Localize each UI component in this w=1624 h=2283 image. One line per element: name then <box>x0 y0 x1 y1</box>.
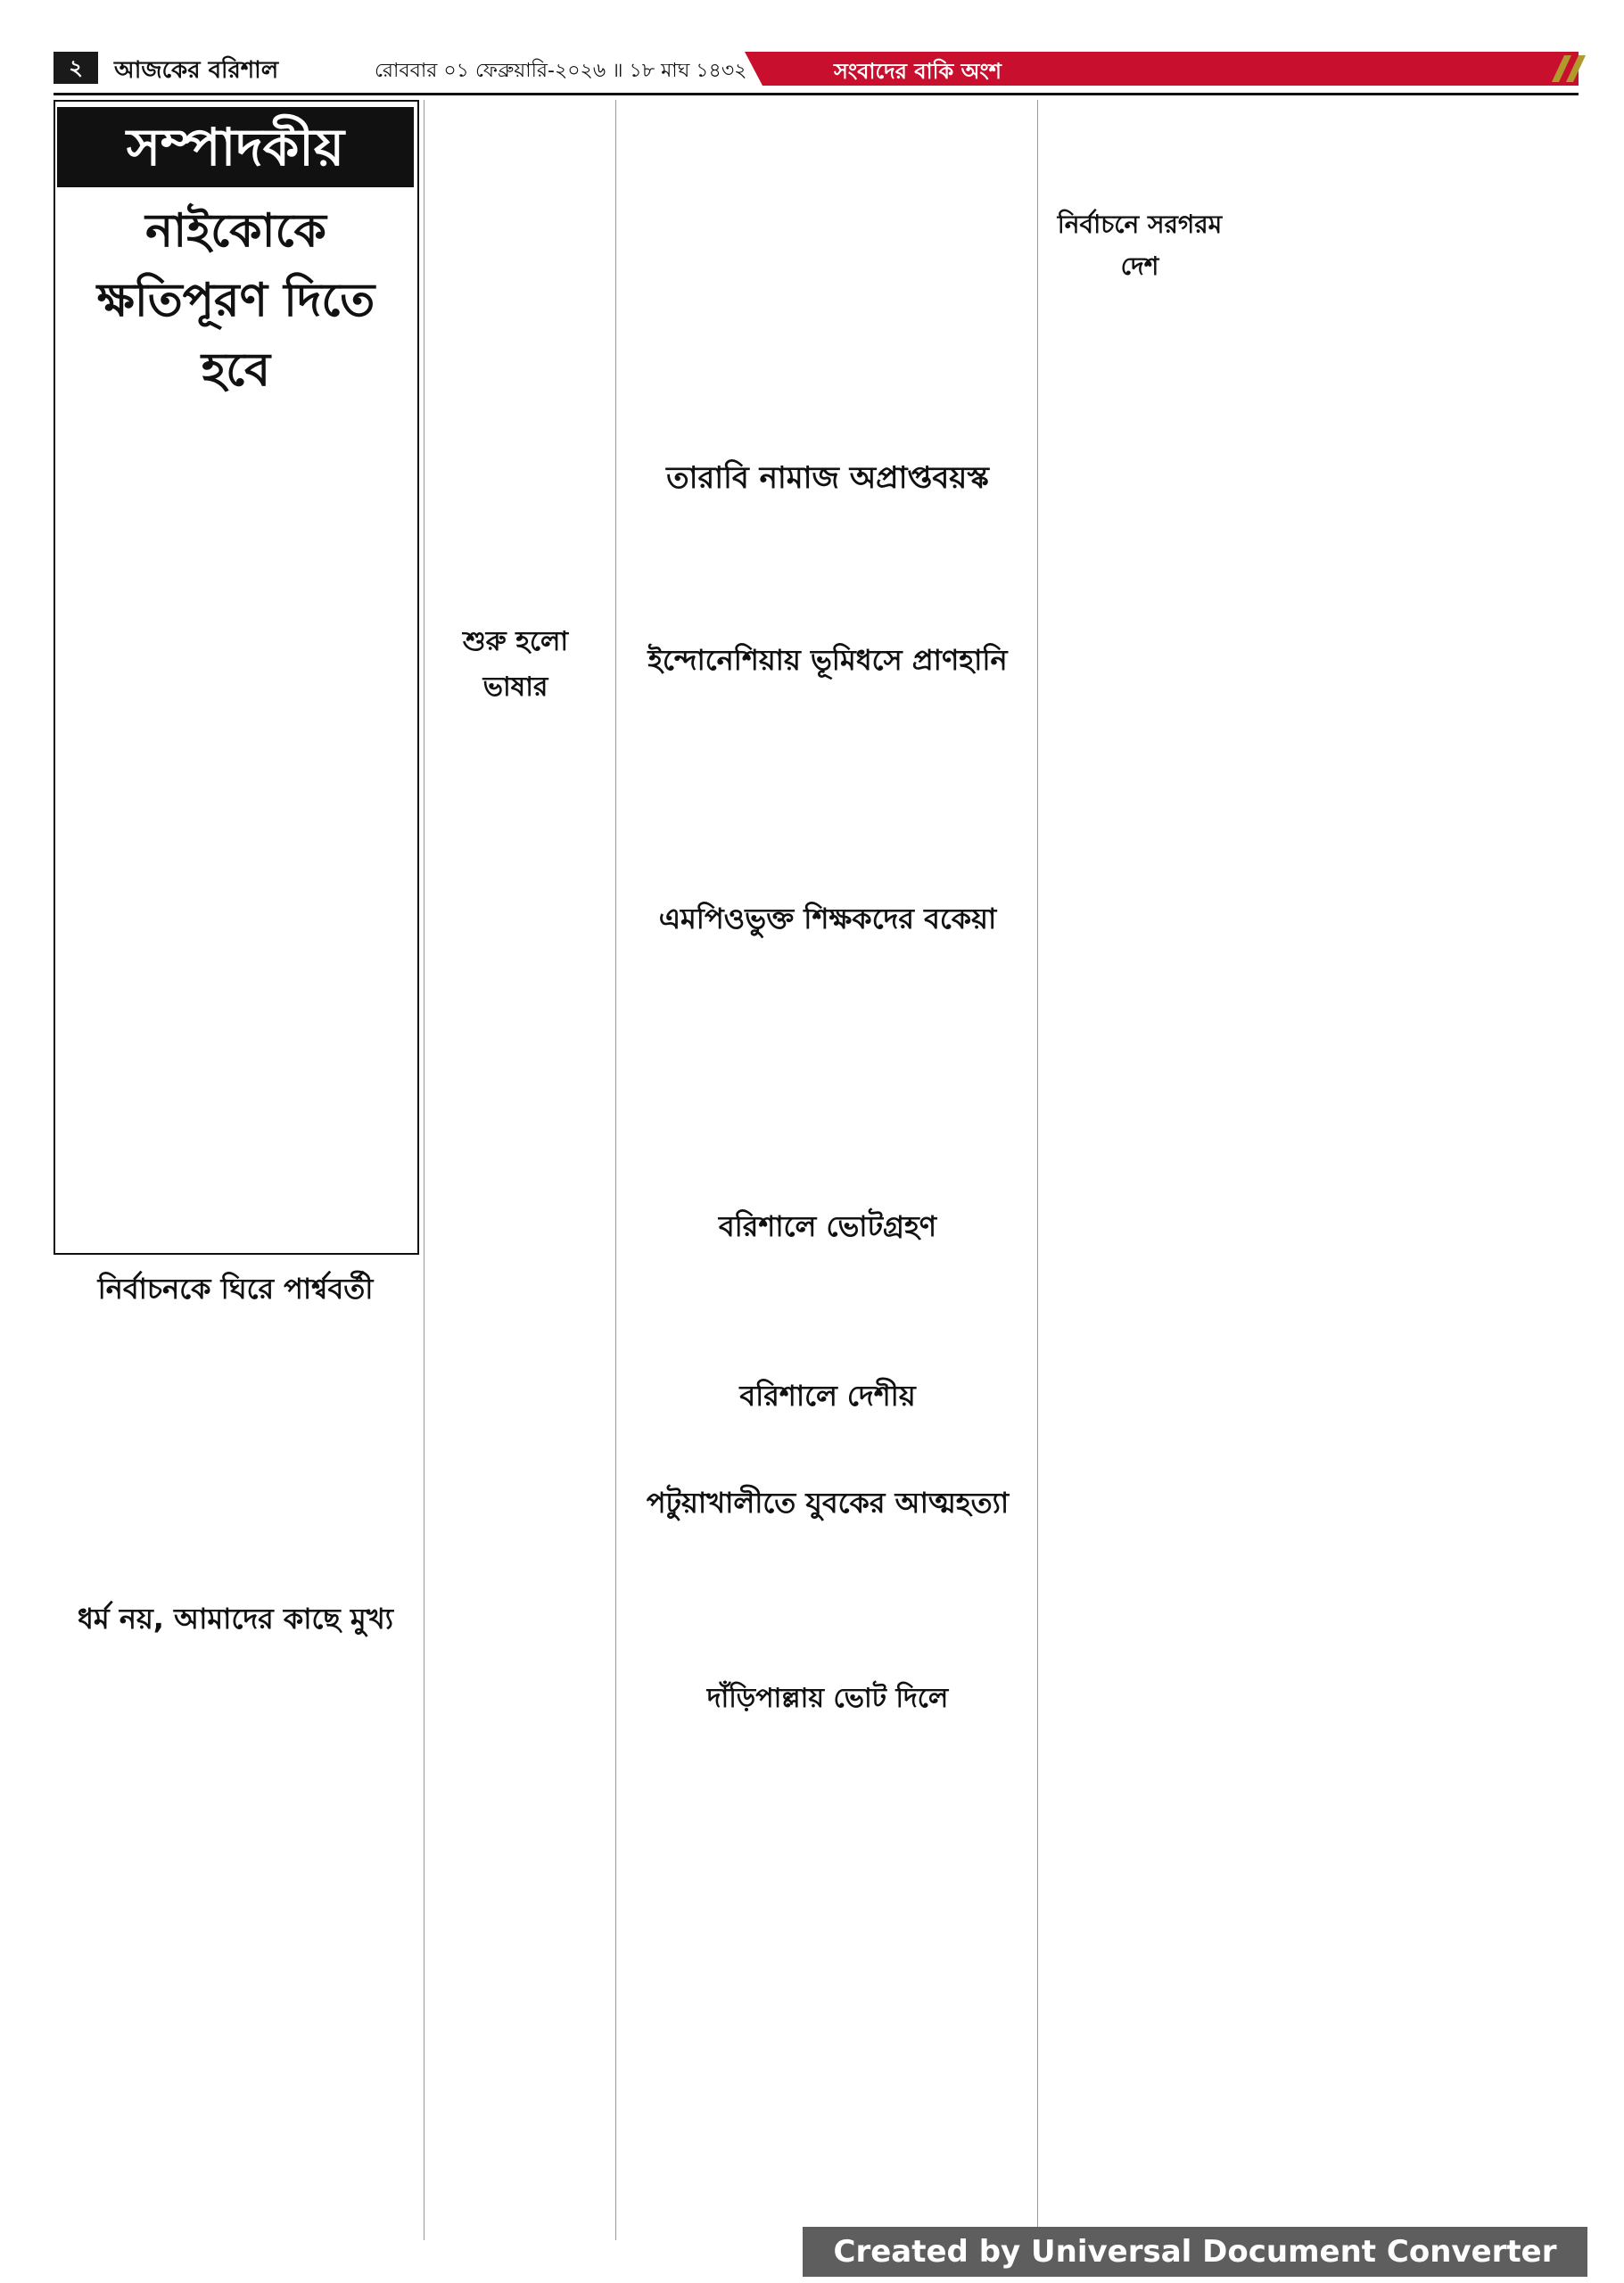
article-heading: দাঁড়িপাল্লায় ভোট দিলে <box>706 1683 949 1714</box>
article-heading: ধর্ম নয়, আমাদের কাছে মুখ্য <box>78 1602 393 1636</box>
header-rule <box>54 93 1579 95</box>
decoration-icon <box>1552 55 1587 82</box>
article-heading: নির্বাচনকে ঘিরে পার্শ্ববর্তী <box>97 1272 374 1306</box>
column-divider <box>424 100 425 2240</box>
article-heading: তারাবি নামাজ অপ্রাপ্তবয়স্ক <box>666 460 989 496</box>
editorial-label: সম্পাদকীয় <box>57 107 414 187</box>
page-header <box>0 0 1624 85</box>
band-triangle <box>745 52 763 86</box>
page-number: ২ <box>54 52 98 84</box>
editorial-headline: নাইকোকে ক্ষতিপূরণ দিতে হবে <box>96 204 375 397</box>
column-divider <box>615 100 616 2240</box>
converter-watermark: Created by Universal Document Converter <box>803 2227 1587 2277</box>
article-heading: বরিশালে দেশীয় <box>739 1379 916 1413</box>
column-divider <box>1037 100 1038 2240</box>
paper-name: আজকের বরিশাল <box>114 57 279 84</box>
article-heading: শুরু হলো ভাষার <box>462 626 569 703</box>
article-heading: ইন্দোনেশিয়ায় ভূমিধসে প্রাণহানি <box>647 643 1008 677</box>
article-heading: নির্বাচনে সরগরম দেশ <box>1057 210 1223 281</box>
article-heading: বরিশালে ভোটগ্রহণ <box>718 1209 937 1243</box>
issue-date: রোববার ০১ ফেব্রুয়ারি-২০২৬ ॥ ১৮ মাঘ ১৪৩২ <box>375 60 747 82</box>
article-heading: পটুয়াখালীতে যুবকের আত্মহত্যা <box>646 1486 1010 1520</box>
article-heading: এমপিওভুক্ত শিক্ষকদের বকেয়া <box>658 902 997 935</box>
section-title: সংবাদের বাকি অংশ <box>834 59 1002 84</box>
